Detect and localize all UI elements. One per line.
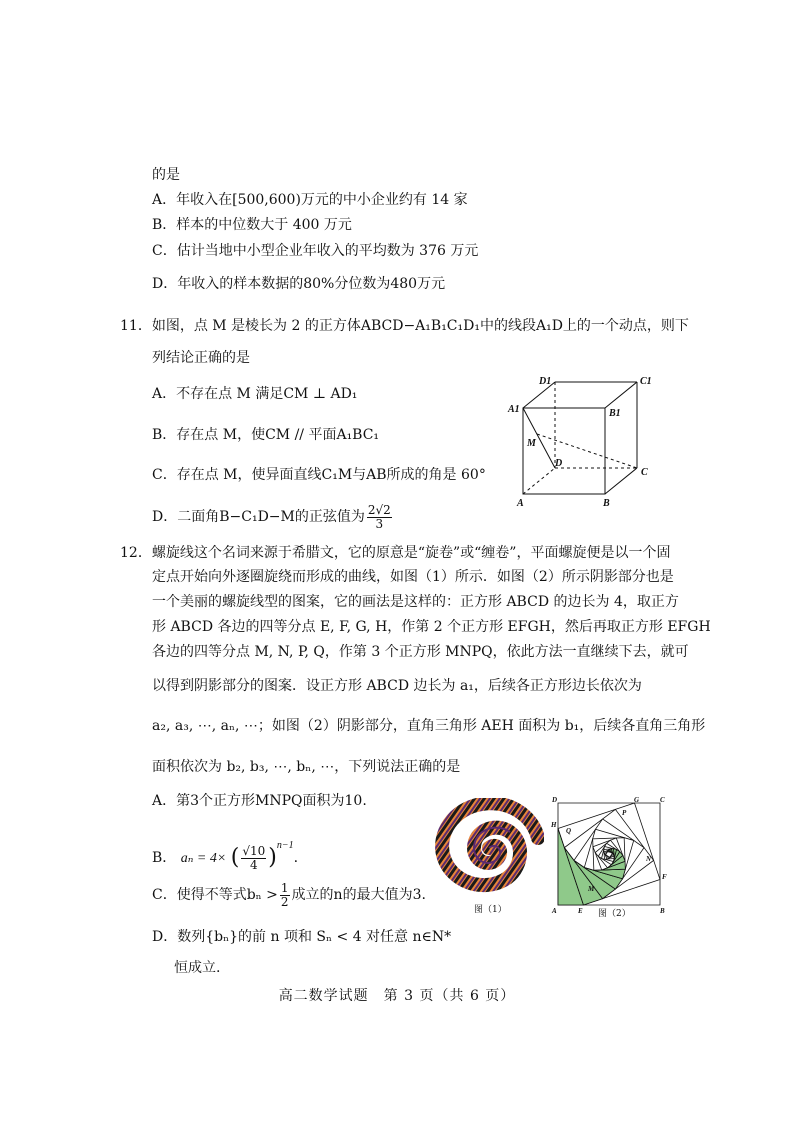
fig2-label-g: G: [634, 796, 640, 804]
q12-stem-line2: 定点开始向外逐圈旋绕而形成的曲线，如图（1）所示．如图（2）所示阴影部分也是: [152, 569, 674, 585]
fig2-label-f: F: [662, 873, 667, 881]
q11-option-d-text: D．二面角B−C₁D−M的正弦值为: [152, 509, 365, 525]
q11-option-d-num: 2√2: [367, 502, 391, 517]
q11-option-d: [152, 502, 394, 532]
fig2-label-e: E: [578, 907, 583, 915]
q12-option-d-line1: D．数列{bₙ}的前 n 项和 Sₙ < 4 对任意 n∈N*: [152, 929, 452, 945]
q12-stem-line7: a₂, a₃, ⋯, aₙ, ⋯；如图（2）阴影部分，直角三角形 AEH 面积为 b₁，后续各直角三角形: [152, 718, 706, 734]
q12-option-a: A．第3个正方形MNPQ面积为10.: [152, 793, 367, 809]
q12-option-b-prefix: B．: [152, 850, 177, 866]
q12-option-d-line2: 恒成立.: [174, 960, 221, 976]
q10-option-a: A．年收入在[500,600)万元的中小企业约有 14 家: [152, 192, 468, 208]
q10-option-b: B．样本的中位数大于 400 万元: [152, 217, 352, 233]
fig2-label-h: H: [551, 821, 557, 829]
q12-option-b-fraction: [241, 845, 266, 872]
q12-option-b-paren-close: ): [268, 845, 277, 870]
spiral-figure-1: [434, 798, 544, 898]
cube-label-d1: D1: [539, 376, 552, 387]
q11-stem-line1: 11．如图，点 M 是棱长为 2 的正方体ABCD−A₁B₁C₁D₁中的线段A₁D上的一个动点，则下: [120, 318, 689, 334]
q12-option-b-exponent: n−1: [276, 840, 294, 851]
q11-option-a: A．不存在点 M 满足CM ⊥ AD₁: [152, 386, 358, 402]
q12-option-b-end: .: [293, 850, 299, 866]
q12-option-c-prefix: C．使得不等式bₙ >: [152, 887, 278, 903]
fig2-label-m: M: [588, 885, 595, 893]
q12-option-b-paren-open: (: [230, 845, 240, 870]
q10-option-d: D．年收入的样本数据的80%分位数为480万元: [152, 276, 446, 292]
q12-stem-line1: 12．螺旋线这个名词来源于希腊文，它的原意是“旋卷”或“缠卷”，平面螺旋便是以一个固: [120, 545, 671, 561]
fig2-label-q: Q: [566, 827, 572, 835]
cube-label-a1: A1: [508, 404, 520, 415]
fig2-label-n: N: [646, 855, 652, 863]
q12-stem-line5: 各边的四等分点 M, N, P, Q，作第 3 个正方形 MNPQ，依此方法一直继续下去，就可: [152, 644, 689, 660]
q11-stem-line2: 列结论正确的是: [152, 350, 250, 366]
cube-label-c1: C1: [640, 376, 652, 387]
q11-option-c: C．存在点 M，使异面直线C₁M与AB所成的角是 60°: [152, 467, 486, 483]
nested-squares-figure-2: [548, 793, 670, 915]
page-footer: 高二数学试题 第 3 页（共 6 页）: [278, 988, 516, 1004]
cube-label-b: B: [603, 498, 610, 509]
q12-stem-line6: 以得到阴影部分的图案．设正方形 ABCD 边长为 a₁，后续各正方形边长依次为: [152, 678, 642, 694]
cube-label-c: C: [641, 467, 648, 478]
fig2-label-d: D: [552, 796, 558, 804]
q12-option-c-num: 1: [280, 880, 289, 895]
q11-option-d-den: 3: [375, 516, 384, 531]
fig2-label-c: C: [660, 796, 665, 804]
q12-option-c-fraction: [280, 882, 290, 909]
cube-label-m: M: [527, 438, 536, 449]
fig2-label-a: A: [552, 907, 557, 915]
q12-stem-line3: 一个美丽的螺旋线型的图案，它的画法是这样的：正方形 ABCD 的边长为 4，取正方: [152, 594, 679, 610]
q12-option-c-den: 2: [280, 894, 289, 909]
q12-stem-line4: 形 ABCD 各边的四等分点 E, F, G, H，作第 2 个正方形 EFGH，然后再取正方形 EFGH: [152, 619, 711, 635]
q12-stem-line8: 面积依次为 b₂, b₃, ⋯, bₙ, ⋯，下列说法正确的是: [152, 759, 461, 775]
q11-option-d-fraction: [367, 504, 392, 531]
q11-option-b: B．存在点 M，使CM // 平面A₁BC₁: [152, 427, 380, 443]
q12-option-b-lhs: aₙ = 4×: [180, 851, 227, 866]
figure-2-caption: 图（2）: [598, 909, 631, 919]
fig2-label-p: P: [622, 809, 627, 817]
cube-label-b1: B1: [609, 408, 621, 419]
figure-1-caption: 图（1）: [474, 905, 507, 915]
q12-option-c: [152, 880, 426, 910]
cube-figure: [505, 372, 665, 512]
fig2-label-b: B: [660, 907, 665, 915]
q12-option-c-suffix: 成立的n的最大值为3.: [291, 887, 426, 903]
cube-label-a: A: [517, 498, 524, 509]
q10-option-c: C．估计当地中小型企业年收入的平均数为 376 万元: [152, 243, 479, 259]
cube-label-d: D: [555, 458, 563, 469]
q12-option-b-den: 4: [250, 857, 258, 872]
q12-option-b-num: √10: [242, 843, 266, 858]
q10-tail: 的是: [152, 167, 180, 183]
q12-option-b: [152, 826, 298, 879]
